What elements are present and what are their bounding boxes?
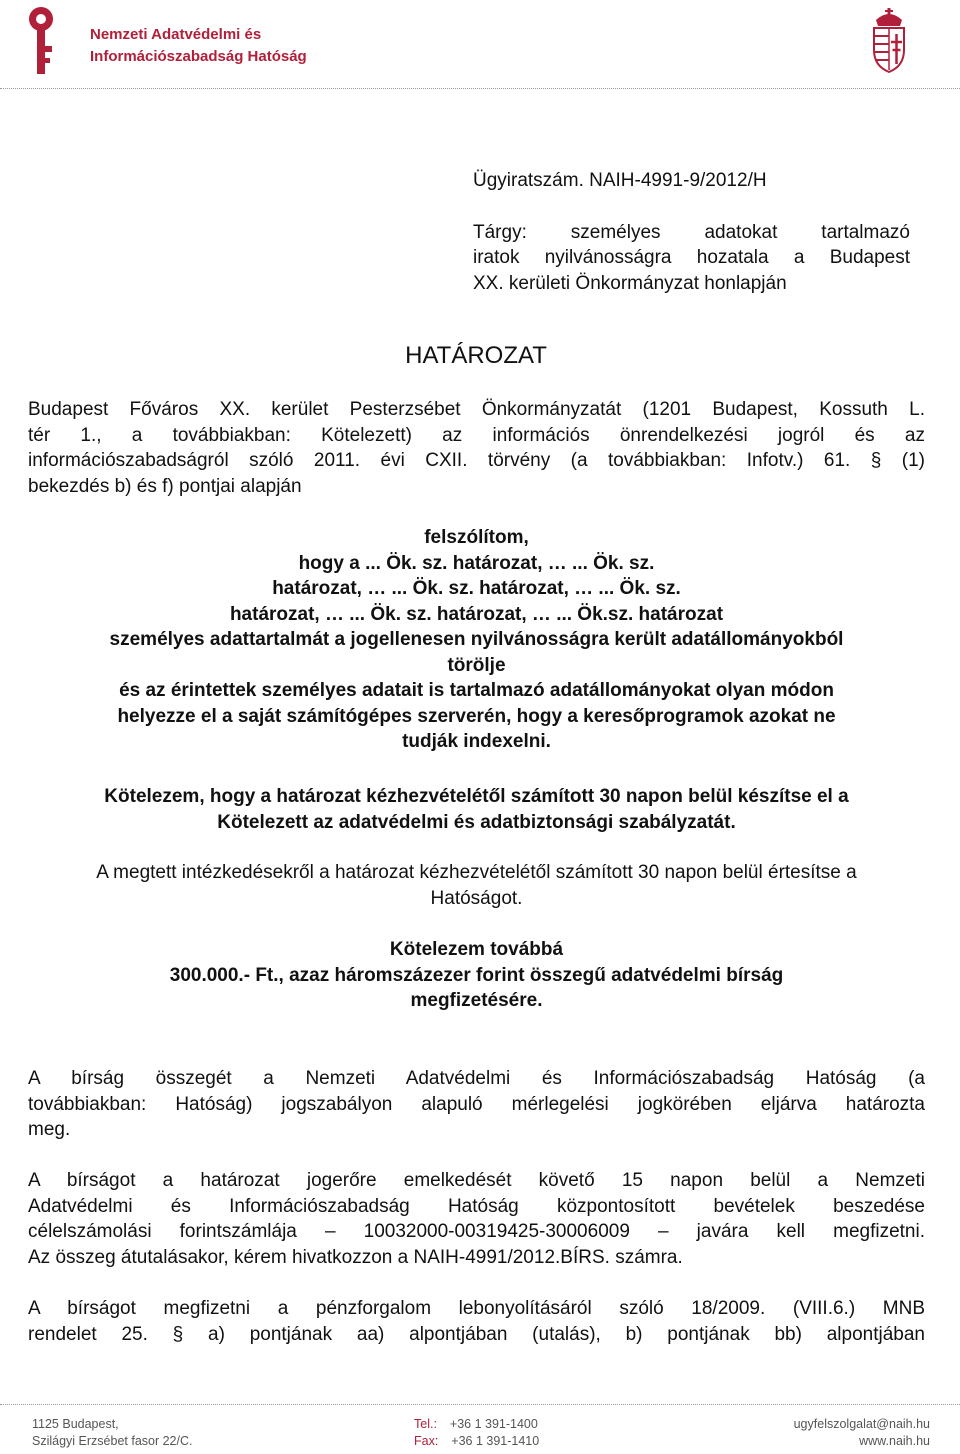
order-line-4: személyes adattartalmát a jogellenesen nyilvánosságra került adatállományokból [109,629,844,650]
notify-line-1: A megtett intézkedésekről a határozat kézhezvételétől számított 30 napon belül értesítse a [96,862,857,883]
fine-basis-line-2: továbbiakban: Hatóság) jogszabályon alapuló mérlegelési jogkörében eljárva határozta [28,1093,925,1115]
fine-basis-paragraph [28,1066,925,1143]
footer-address-line-1: 1125 Budapest, [32,1417,119,1431]
obligation-line-1: Kötelezem, hogy a határozat kézhezvételétől számított 30 napon belül készítse el a [104,786,849,807]
payment-paragraph [28,1168,925,1270]
case-number: Ügyiratszám. NAIH-4991-9/2012/H [473,170,767,191]
tel-number: +36 1 391-1400 [449,1417,538,1431]
header-divider [0,88,960,89]
rules-paragraph [28,1296,925,1347]
payment-line-1: A bírságot a határozat jogerőre emelkedését követő 15 napon belül a Nemzeti [28,1170,925,1191]
order-heading: felszólítom, [424,527,529,548]
order-line-8: tudják indexelni. [402,731,551,752]
order-line-5: törölje [447,654,506,676]
footer-web [790,1416,930,1450]
naih-key-logo [28,6,54,76]
order-line-6: és az érintettek személyes adatait is tartalmazó adatállományokat olyan módon [119,680,834,701]
rules-line-1: A bírságot megfizetni a pénzforgalom lebonyolításáról szóló 18/2009. (VIII.6.) MNB [28,1298,925,1319]
subject-line-2: iratok nyilvánosságra hozatala a Budapest [473,247,910,268]
payment-line-2: Adatvédelmi és Információszabadság Hatóság központosított bevételek beszedése [28,1195,925,1217]
fine-basis-line-1: A bírság összegét a Nemzeti Adatvédelmi és Információszabadság Hatóság (a [28,1068,925,1089]
org-name-line1: Nemzeti Adatvédelmi és [90,26,262,43]
fax-label: Fax: [414,1434,439,1448]
intro-line-4: bekezdés b) és f) pontjai alapján [28,475,302,497]
footer-website-link[interactable]: www.naih.hu [859,1434,930,1448]
intro-paragraph [28,397,925,499]
subject-line-1: Tárgy: személyes adatokat tartalmazó [473,221,910,243]
order-block [28,525,925,755]
tel-label: Tel.: [414,1417,437,1431]
payment-line-4: Az összeg átutalásakor, kérem hivatkozzon a NAIH-4991/2012.BÍRS. számra. [28,1246,683,1268]
org-name [90,24,307,68]
footer-divider [0,1404,960,1405]
fine-block [28,937,925,1014]
rules-line-2: rendelet 25. § a) pontjának aa) alpontjában (utalás), b) pontjának bb) alpontjában [28,1323,925,1345]
footer-email-link[interactable]: ugyfelszolgalat@naih.hu [793,1417,930,1431]
order-line-2: határozat, … ... Ök. sz. határozat, … ... Ök. sz. [272,578,681,599]
notify-line-2: Hatóságot. [430,887,523,909]
fine-line-1: 300.000.- Ft., azaz háromszázezer forint összegű adatvédelmi bírság [169,964,784,986]
document-title: HATÁROZAT [405,342,547,369]
footer-contact [414,1416,539,1450]
fine-basis-line-3: meg. [28,1119,71,1140]
order-line-1: hogy a ... Ök. sz. határozat, … ... Ök. sz. [298,552,655,574]
subject-line-3: XX. kerületi Önkormányzat honlapján [473,272,787,294]
obligation-line-2: Kötelezett az adatvédelmi és adatbiztonsági szabályzatát. [217,811,736,833]
notify-block [28,860,925,911]
footer-address-line-2: Szilágyi Erzsébet fasor 22/C. [32,1434,193,1448]
payment-line-3: célelszámolási forintszámlája – 10032000-00319425-30006009 – javára kell megfizetni. [28,1221,925,1242]
intro-line-3: információszabadságról szóló 2011. évi CXII. törvény (a továbbiakban: Infotv.) 61. § (1) [28,450,925,471]
order-line-7: helyezze el a saját számítógépes szerverén, hogy a keresőprogramok azokat ne [117,705,836,727]
fine-line-2: megfizetésére. [410,990,543,1011]
org-name-line2: Információszabadság Hatóság [90,48,307,65]
case-meta [473,168,910,296]
intro-line-1: Budapest Főváros XX. kerület Pesterzsébet Önkormányzatát (1201 Budapest, Kossuth L. [28,399,925,420]
fine-heading: Kötelezem továbbá [389,939,564,960]
obligation-block [28,784,925,835]
footer-address [32,1416,193,1450]
order-line-3: határozat, … ... Ök. sz. határozat, … ... Ök.sz. határozat [229,603,724,625]
coat-of-arms-icon [870,6,908,76]
intro-line-2: tér 1., a továbbiakban: Kötelezett) az információs önrendelkezési jogról és az [28,424,925,446]
fax-number: +36 1 391-1410 [451,1434,540,1448]
